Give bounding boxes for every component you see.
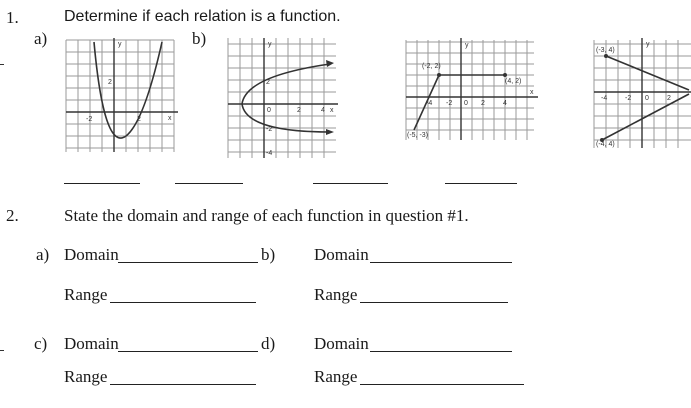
graph-b-arrow-bottom xyxy=(326,129,334,135)
part-c-domain-label: Domain xyxy=(64,334,119,353)
question-1-number: 1. xyxy=(6,8,19,27)
part-c-range-field[interactable] xyxy=(110,384,256,385)
graph-b-tick-2x: 2 xyxy=(297,107,301,114)
graph-c-point-1-label: (-2, 2) xyxy=(422,63,441,70)
graph-d-point-1 xyxy=(604,54,608,58)
question-1-part-a: a) xyxy=(34,29,48,48)
question-2-number: 2. xyxy=(6,206,19,225)
part-a-domain-label: Domain xyxy=(64,245,119,264)
answer-blank-a[interactable] xyxy=(64,183,140,184)
part-d-range-field[interactable] xyxy=(360,384,524,385)
part-b-domain-field[interactable] xyxy=(370,262,512,263)
graph-d-tick-neg2: -2 xyxy=(625,95,632,102)
graph-c-point-3-label: (-5, -3) xyxy=(407,132,428,139)
part-a-range-field[interactable] xyxy=(110,302,256,303)
graph-b-tick-neg2y: -2 xyxy=(266,126,273,133)
graph-b-x-label: x xyxy=(330,107,334,114)
graph-b-arrow-top xyxy=(326,60,334,67)
graph-a-y-label: y xyxy=(118,41,122,48)
part-a-label: a) xyxy=(36,245,50,264)
graph-b-tick-neg4y: -4 xyxy=(266,150,273,157)
graph-c-tick-neg2: -2 xyxy=(446,100,453,107)
graph-c-tick-neg4: -4 xyxy=(426,100,433,107)
part-d-label: d) xyxy=(261,334,276,353)
graph-b-parabola xyxy=(242,64,330,132)
graph-c-y-label: y xyxy=(465,42,469,49)
graph-c-grid xyxy=(406,40,534,140)
graph-d-tick-neg4: -4 xyxy=(601,95,608,102)
graph-a-tick-2y: 2 xyxy=(108,79,112,86)
graph-c-point-2 xyxy=(503,73,507,77)
part-b-range-field[interactable] xyxy=(360,302,508,303)
graph-d-point-2-label: (-4, 4) xyxy=(596,141,615,148)
graph-b-tick-2y: 2 xyxy=(266,79,270,86)
graph-c-point-2-label: (4, 2) xyxy=(505,78,522,85)
graph-d-tick-0: 0 xyxy=(645,95,649,102)
graph-c-point-1 xyxy=(437,73,441,77)
question-1-part-b: b) xyxy=(192,29,207,48)
graph-c-tick-4: 4 xyxy=(503,100,507,107)
part-b-domain-label: Domain xyxy=(314,245,369,264)
part-c-label: c) xyxy=(34,334,48,353)
graph-d xyxy=(590,34,691,152)
graph-a-tick-neg2x: -2 xyxy=(86,116,93,123)
graph-a-x-label: x xyxy=(168,115,172,122)
part-d-range-label: Range xyxy=(314,367,358,386)
graph-b xyxy=(226,34,342,160)
graph-d-point-1-label: (-3, 4) xyxy=(596,47,615,54)
graph-c-tick-2: 2 xyxy=(481,100,485,107)
graph-b-tick-4x: 4 xyxy=(321,107,325,114)
part-c-range-label: Range xyxy=(64,367,108,386)
graph-a xyxy=(64,34,184,156)
question-2-text: State the domain and range of each function in question #1. xyxy=(64,206,469,225)
margin-mark-top xyxy=(0,64,4,65)
answer-blank-d[interactable] xyxy=(445,183,517,184)
graph-c xyxy=(404,34,542,144)
margin-mark-bottom xyxy=(0,350,4,351)
part-d-domain-field[interactable] xyxy=(370,351,512,352)
graph-d-y-label: y xyxy=(646,41,650,48)
question-1-text: Determine if each relation is a function. xyxy=(64,8,341,25)
part-c-domain-field[interactable] xyxy=(118,351,258,352)
graph-b-y-label: y xyxy=(268,41,272,48)
graph-c-tick-0: 0 xyxy=(464,100,468,107)
answer-blank-b[interactable] xyxy=(175,183,243,184)
part-b-range-label: Range xyxy=(314,285,358,304)
graph-a-tick-2x: 2 xyxy=(137,116,141,123)
graph-d-tick-2: 2 xyxy=(667,95,671,102)
part-d-domain-label: Domain xyxy=(314,334,369,353)
part-a-domain-field[interactable] xyxy=(118,262,258,263)
graph-b-tick-0: 0 xyxy=(267,107,271,114)
part-a-range-label: Range xyxy=(64,285,108,304)
graph-c-x-label: x xyxy=(530,89,534,96)
part-b-label: b) xyxy=(261,245,276,264)
answer-blank-c[interactable] xyxy=(313,183,388,184)
